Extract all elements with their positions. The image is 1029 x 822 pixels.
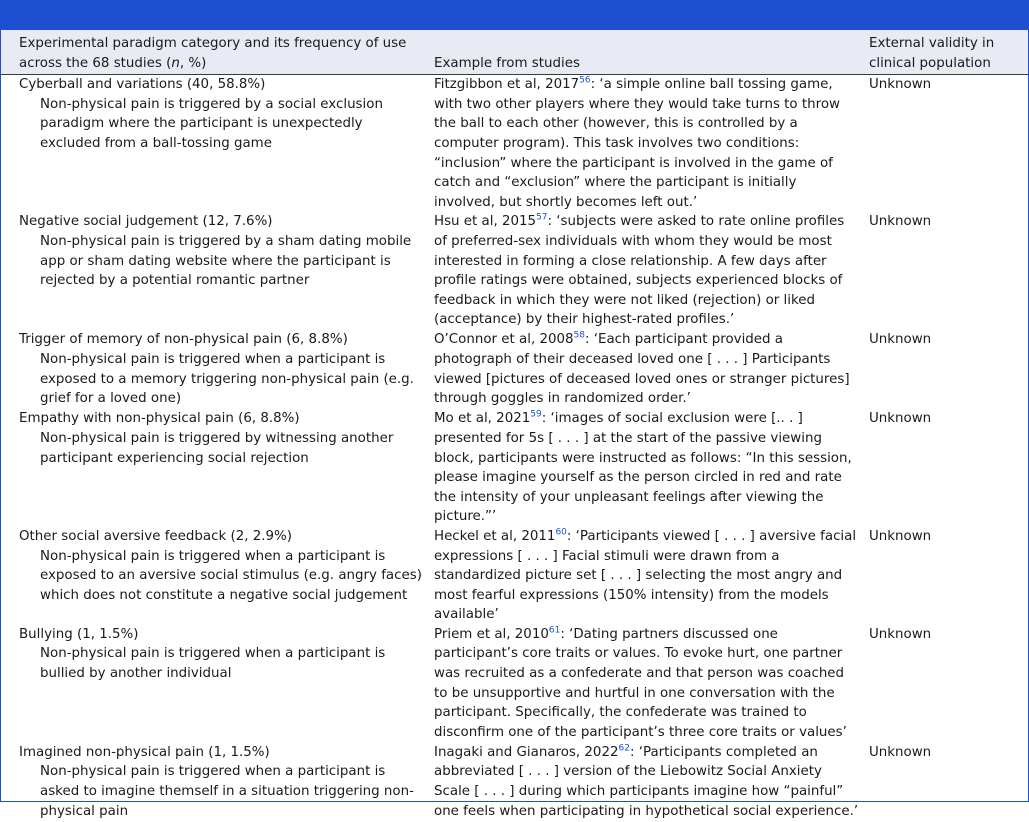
example-citation: Fitzgibbon et al, 2017 bbox=[434, 77, 580, 93]
category-description: Non-physical pain is triggered when a participant is bullied by another individual bbox=[40, 646, 386, 682]
table-row bbox=[1, 409, 1028, 527]
validity-cell: Unknown bbox=[869, 626, 932, 642]
reference-link[interactable]: 56 bbox=[579, 75, 591, 86]
example-text: : ‘Dating partners discussed one participant’s core traits or values. To evoke hurt, one partner was recruited as a confederate and that person was coached to be unsupportive and hurtful in one conversation with the participant. Specifically, the confederate was trained to disconfirm one of the participant’s three core traits or values’ bbox=[434, 626, 847, 740]
table-row bbox=[1, 743, 1028, 822]
category-description: Non-physical pain is triggered by a sham dating mobile app or sham dating website where the participant is rejected by a potential romantic partner bbox=[40, 233, 412, 289]
column-header-validity: External validity in clinical population bbox=[869, 36, 995, 71]
validity-cell: Unknown bbox=[869, 528, 932, 544]
reference-link[interactable]: 57 bbox=[536, 212, 548, 223]
example-text: : ‘subjects were asked to rate online profiles of preferred-sex individuals with whom they would be most interested in forming a close relationship. A few days after profile ratings were obtained, subjects experienced blocks of feedback in which they were not liked (rejection) or liked (acceptance) by their highest-rated profiles.’ bbox=[434, 214, 845, 328]
reference-link[interactable]: 62 bbox=[618, 743, 630, 754]
example-text: : ‘a simple online ball tossing game, with two other players where they would take turns to throw the ball to each other (however, this is controlled by a computer program). This task involves two conditions: “inclusion” where the participant is involved in the game of catch and “exclusion” where the participant is initially involved, but shortly becomes left out.’ bbox=[434, 77, 840, 210]
category-description: Non-physical pain is triggered by witnessing another participant experiencing social rejection bbox=[40, 430, 394, 466]
category-title: Negative social judgement (12, 7.6%) bbox=[19, 214, 273, 230]
category-description: Non-physical pain is triggered when a participant is asked to imagine themself in a situation triggering non-physical pain bbox=[40, 764, 414, 819]
category-description: Non-physical pain is triggered when a participant is exposed to an aversive social stimulus (e.g. angry faces) which does not constitute a negative social judgement bbox=[40, 548, 422, 603]
validity-cell: Unknown bbox=[869, 77, 932, 93]
category-cell bbox=[1, 625, 426, 743]
category-description: Non-physical pain is triggered by a social exclusion paradigm where the participant is unexpectedly excluded from a ball-tossing game bbox=[40, 96, 383, 151]
category-cell bbox=[1, 409, 426, 527]
table-row bbox=[1, 527, 1028, 625]
category-description: Non-physical pain is triggered when a participant is exposed to a memory triggering non-physical pain (e.g. grief for a loved one) bbox=[40, 351, 414, 407]
reference-link[interactable]: 58 bbox=[573, 330, 585, 341]
example-cell bbox=[426, 527, 865, 625]
category-title: Empathy with non-physical pain (6, 8.8%) bbox=[19, 411, 300, 427]
example-cell bbox=[426, 330, 865, 409]
validity-cell: Unknown bbox=[869, 332, 932, 348]
table-row bbox=[1, 330, 1028, 409]
example-cell bbox=[426, 75, 865, 213]
table-header-bar bbox=[0, 0, 1029, 30]
example-citation: O’Connor et al, 2008 bbox=[434, 332, 574, 348]
table-header-row bbox=[1, 30, 1028, 75]
example-citation: Priem et al, 2010 bbox=[434, 626, 549, 642]
example-cell bbox=[426, 743, 865, 822]
example-cell bbox=[426, 409, 865, 527]
table-container bbox=[0, 30, 1029, 819]
table-row bbox=[1, 75, 1028, 213]
reference-link[interactable]: 61 bbox=[548, 625, 561, 636]
table-row bbox=[1, 212, 1028, 330]
example-cell bbox=[426, 625, 865, 743]
example-citation: Inagaki and Gianaros, 2022 bbox=[434, 744, 619, 760]
column-header-example: Example from studies bbox=[434, 55, 580, 71]
validity-cell: Unknown bbox=[869, 744, 932, 760]
category-cell bbox=[1, 75, 426, 213]
category-cell bbox=[1, 330, 426, 409]
column-header-category: Experimental paradigm category and its frequency of use across the 68 studies (n, %) bbox=[19, 36, 407, 71]
example-text: : ‘images of social exclusion were [.. . ] presented for 5s [ . . . ] at the start of the passive viewing block, participants were instructed as follows: “In this session, please imagine yourself as the person circled in red and rate the intensity of your unpleasant feelings after viewing the picture.”’ bbox=[434, 411, 852, 525]
category-cell bbox=[1, 212, 426, 330]
category-title: Imagined non-physical pain (1, 1.5%) bbox=[19, 744, 270, 760]
example-citation: Hsu et al, 2015 bbox=[434, 214, 537, 230]
category-title: Bullying (1, 1.5%) bbox=[19, 626, 139, 642]
example-text: : ‘Participants completed an abbreviated [ . . . ] version of the Liebowitz Social Anxiety Scale [ . . . ] during which participants imagine how “painful” one feels when participating in hypothetical social experience.’ bbox=[434, 744, 859, 819]
category-cell bbox=[1, 743, 426, 822]
example-citation: Mo et al, 2021 bbox=[434, 411, 531, 427]
example-cell bbox=[426, 212, 865, 330]
paradigm-table bbox=[1, 30, 1028, 822]
reference-link[interactable]: 59 bbox=[530, 409, 542, 420]
example-citation: Heckel et al, 2011 bbox=[434, 528, 556, 544]
table-row bbox=[1, 625, 1028, 743]
example-text: : ‘Each participant provided a photograph of their deceased loved one [ . . . ] Participants viewed [pictures of deceased loved ones or stranger pictures] through goggles in randomized order.’ bbox=[434, 332, 850, 407]
reference-link[interactable]: 60 bbox=[555, 527, 567, 538]
category-cell bbox=[1, 527, 426, 625]
category-title: Other social aversive feedback (2, 2.9%) bbox=[19, 528, 292, 544]
validity-cell: Unknown bbox=[869, 411, 932, 427]
category-title: Trigger of memory of non-physical pain (6, 8.8%) bbox=[19, 332, 348, 348]
example-text: : ‘Participants viewed [ . . . ] aversive facial expressions [ . . . ] Facial stimuli were drawn from a standardized picture set [ . . . ] selecting the most angry and most fearful expressions (150% intensity) from the models available’ bbox=[434, 528, 857, 623]
category-title: Cyberball and variations (40, 58.8%) bbox=[19, 77, 266, 93]
validity-cell: Unknown bbox=[869, 214, 932, 230]
